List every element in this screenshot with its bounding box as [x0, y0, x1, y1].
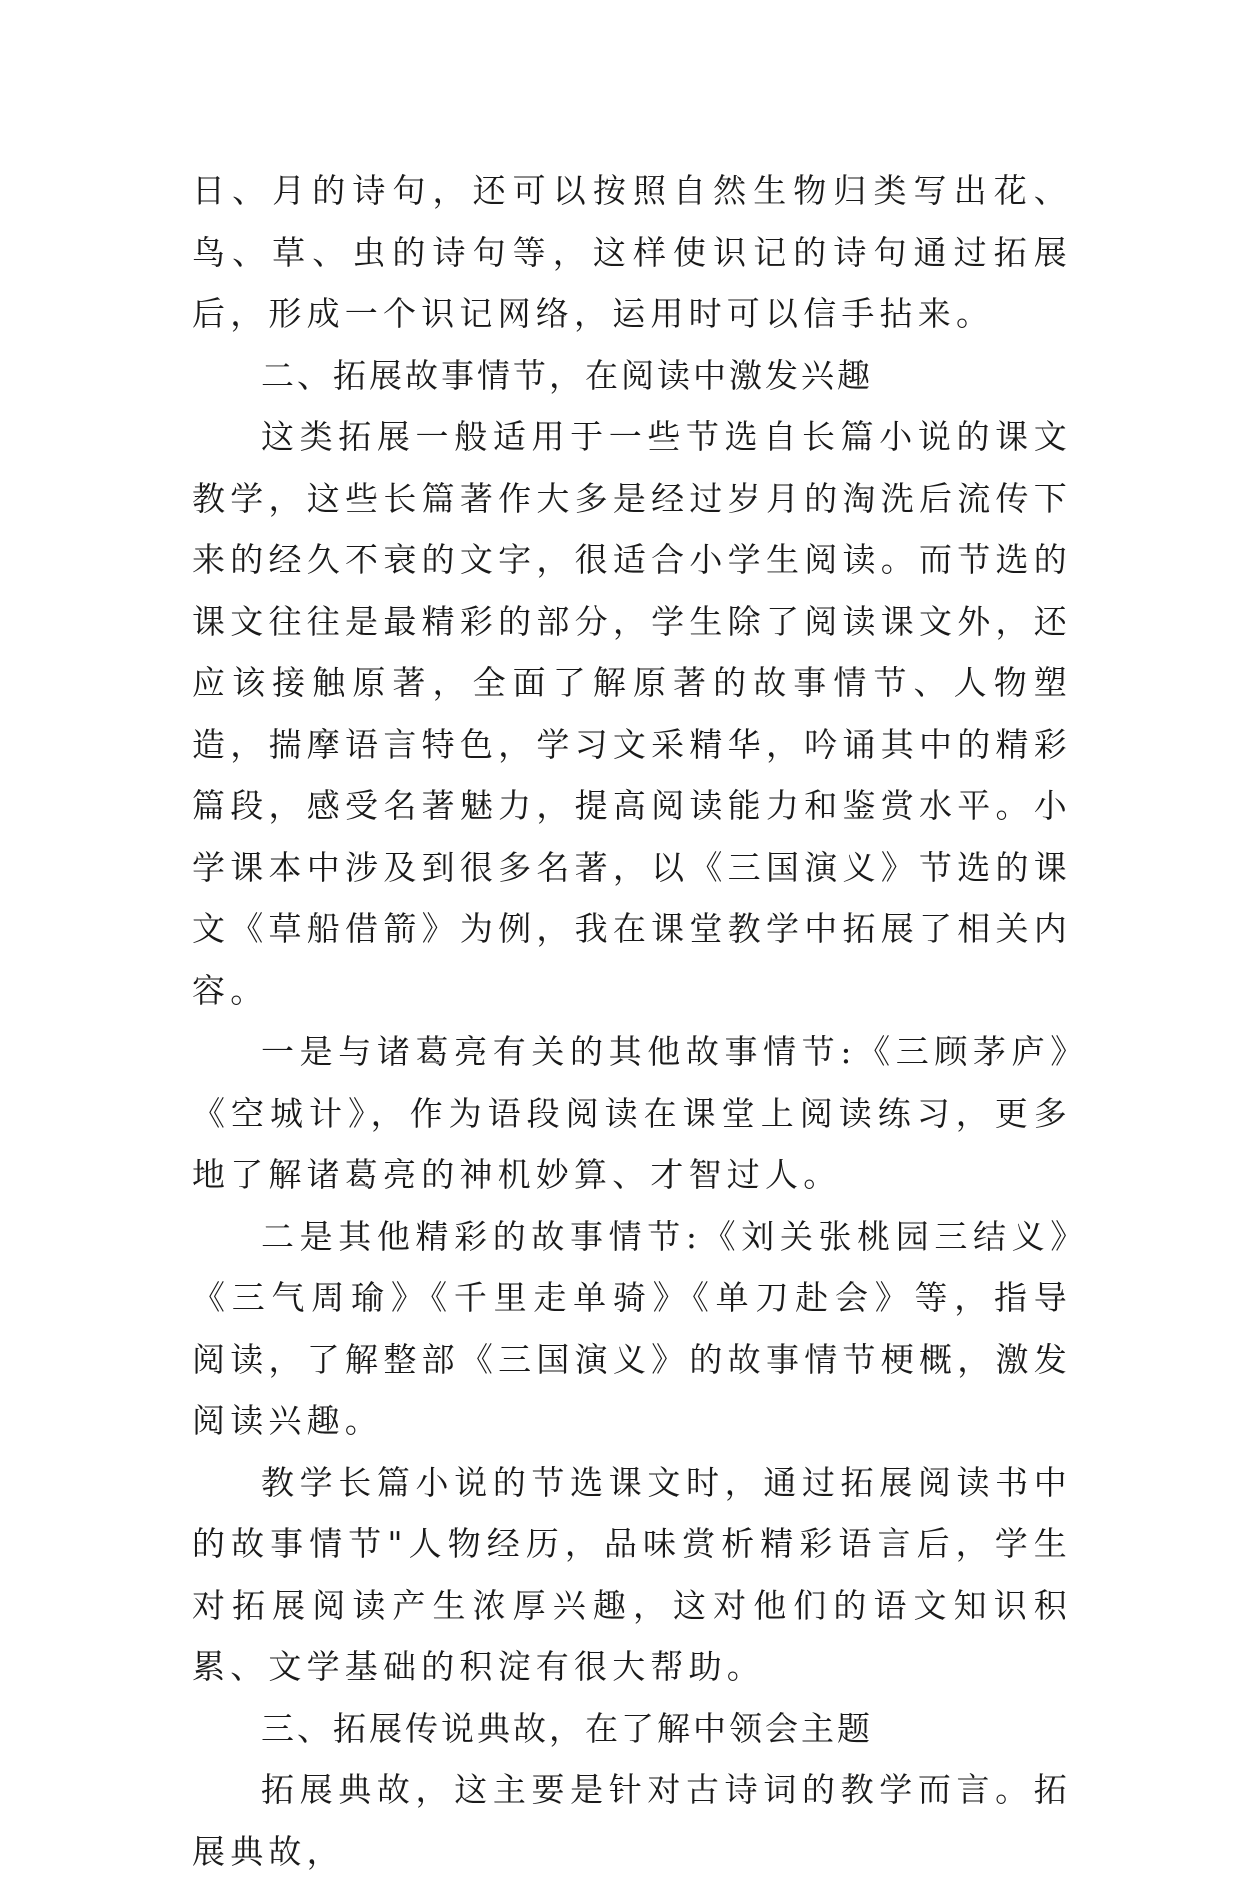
- section-heading-three: 三、拓展传说典故，在了解中领会主题: [261, 1708, 873, 1748]
- paragraph-teaching-summary: 教学长篇小说的节选课文时，通过拓展阅读书中的故事情节"人物经历，品味赏析精彩语言后，学生对拓展阅读产生浓厚兴趣，这对他们的语文知识积累、文学基础的积淀有很大帮助。: [192, 1462, 1072, 1686]
- paragraph-allusions: 拓展典故，这主要是针对古诗词的教学而言。拓展典故，: [192, 1770, 1072, 1871]
- document-page: [192, 160, 1072, 1882]
- section-heading-two: 二、拓展故事情节，在阅读中激发兴趣: [261, 355, 873, 395]
- paragraph-extension-intro: 这类拓展一般适用于一些节选自长篇小说的课文教学，这些长篇著作大多是经过岁月的淘洗后流传下来的经久不衰的文字，很适合小学生阅读。而节选的课文往往是最精彩的部分，学生除了阅读课文外，还应该接触原著，全面了解原著的故事情节、人物塑造，揣摩语言特色，学习文采精华，吟诵其中的精彩篇段，感受名著魅力，提高阅读能力和鉴赏水平。小学课本中涉及到很多名著，以《三国演义》节选的课文《草船借箭》为例，我在课堂教学中拓展了相关内容。: [192, 417, 1072, 1010]
- paragraph-zhuge-liang: 一是与诸葛亮有关的其他故事情节:《三顾茅庐》《空城计》，作为语段阅读在课堂上阅读练习，更多地了解诸葛亮的神机妙算、才智过人。: [192, 1032, 1072, 1194]
- paragraph-other-stories: 二是其他精彩的故事情节:《刘关张桃园三结义》《三气周瑜》《千里走单骑》《单刀赴会》等，指导阅读，了解整部《三国演义》的故事情节梗概，激发阅读兴趣。: [192, 1216, 1072, 1440]
- paragraph-continuation: 日、月的诗句，还可以按照自然生物归类写出花、鸟、草、虫的诗句等，这样使识记的诗句通过拓展后，形成一个识记网络，运用时可以信手拈来。: [192, 171, 1072, 333]
